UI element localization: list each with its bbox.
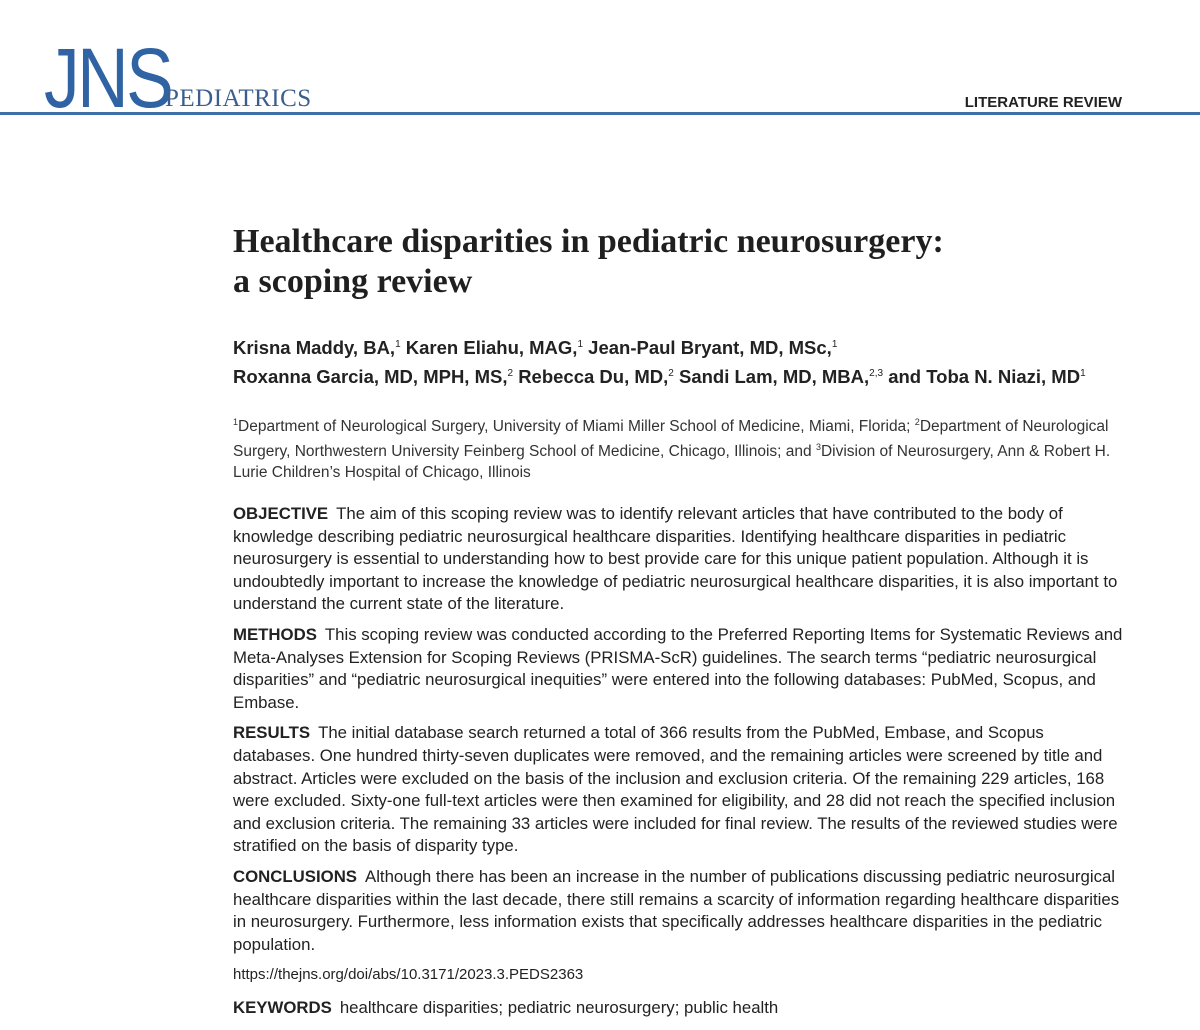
methods-text: This scoping review was conducted according to the Preferred Reporting Items for Systematic Reviews and Meta-Analyses Extension for Scoping Reviews (PRISMA-ScR) guidelines. The search terms “pediatric neurosurgical disparities” and “pediatric neurosurgical inequities” were entered into the following databases: PubMed, Scopus, and Embase. [233,624,1123,712]
results-label: RESULTS [233,723,311,743]
objective-label: OBJECTIVE [233,504,329,523]
affil-text: Division of Neurosurgery, Ann & Robert H. Lurie Children’s Hospital of Chicago, Illinois [233,443,1111,481]
title-line-1: Healthcare disparities in pediatric neurosurgery: [233,223,944,260]
conclusions-label: CONCLUSIONS [233,866,357,886]
article-content [233,222,1133,1019]
abstract [233,503,1123,1019]
section-label: LITERATURE REVIEW [964,94,1122,111]
author-name: Karen Eliahu, MAG, [405,337,578,358]
affiliations [233,412,1123,483]
author-affil-sup: 1 [831,339,838,350]
author-affil-sup: 1 [395,339,401,350]
abstract-methods [233,624,1123,714]
affil-text: Department of Neurological Surgery, Northwestern University Feinberg School of Medicine, Chicago, Illinois; and [233,418,1109,460]
author-name: and Toba N. Niazi, MD [888,366,1081,387]
author-name: Jean-Paul Bryant, MD, MSc, [588,337,832,358]
affil-sup: 1 [233,417,239,427]
abstract-conclusions [233,866,1123,956]
abstract-results [233,722,1123,858]
methods-label: METHODS [233,624,317,644]
author-name: Roxanna Garcia, MD, MPH, MS, [233,366,508,387]
author-affil-sup: 2,3 [869,368,884,379]
title-line-2: a scoping review [233,263,473,300]
author-affil-sup: 2 [507,368,514,379]
author-line-1 [233,332,1133,361]
abstract-objective [233,503,1123,616]
author-name: Rebecca Du, MD, [518,366,669,387]
author-name: Krisna Maddy, BA, [233,337,396,358]
author-affil-sup: 2 [668,368,674,379]
author-line-2 [233,361,1133,390]
results-text: The initial database search returned a total of 366 results from the PubMed, Embase, and Scopus databases. One hundred thirty-seven duplicates were removed, and the remaining articles were screened by title and abstract. Articles were excluded on the basis of the inclusion and exclusion criteria. Of the remaining 229 articles, 168 were excluded. Sixty-one full-text articles were then examined for eligibility, and 28 did not reach the specified inclusion and exclusion criteria. The remaining 33 articles were included for final review. The results of the reviewed studies were stratified on the basis of disparity type. [233,723,1118,856]
author-affil-sup: 1 [577,339,584,350]
keywords-text: healthcare disparities; pediatric neurosurgery; public health [339,997,779,1017]
author-affil-sup: 1 [1080,368,1086,379]
doi-link[interactable]: https://thejns.org/doi/abs/10.3171/2023.3.PEDS2363 [233,966,584,984]
article-title [233,222,1133,302]
keywords-label: KEYWORDS [233,997,332,1017]
keywords [233,997,1123,1020]
affil-sup: 2 [914,417,920,427]
journal-logo-subtitle: PEDIATRICS [165,85,312,112]
journal-logo: JNS [44,31,172,125]
conclusions-text: Although there has been an increase in the number of publications discussing pediatric neurosurgical healthcare disparities within the last decade, there still remains a scarcity of information regarding healthcare disparities in neurosurgery. Furthermore, less information exists that specifically addresses healthcare disparities in the pediatric population. [233,866,1120,954]
author-name: Sandi Lam, MD, MBA, [679,366,870,387]
objective-text: The aim of this scoping review was to identify relevant articles that have contributed to the body of knowledge describing pediatric neurosurgical healthcare disparities. Identifying healthcare disparities in pediatric neurosurgery is essential to understanding how to best provide care for this unique patient population. Although it is undoubtedly important to increase the knowledge of pediatric neurosurgical healthcare disparities, it is also important to understand the current state of the literature. [233,504,1118,614]
author-list [233,332,1133,390]
affil-sup: 3 [815,442,821,452]
affil-text: Department of Neurological Surgery, University of Miami Miller School of Medicine, Miami, Florida; [238,418,915,435]
